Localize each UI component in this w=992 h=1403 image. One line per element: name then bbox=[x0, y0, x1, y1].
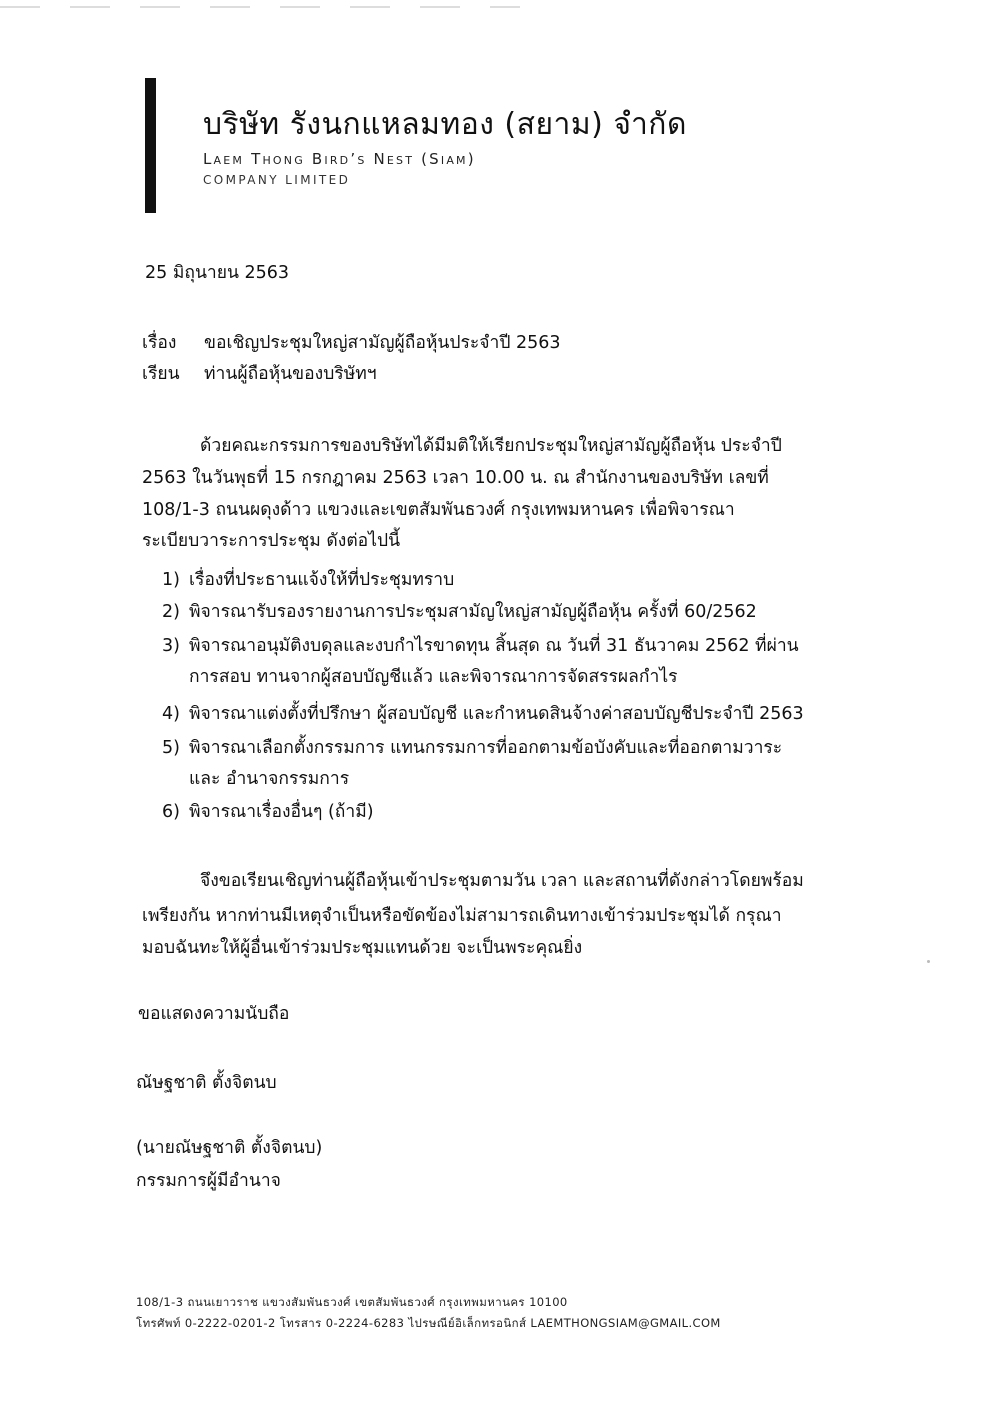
paragraph-line: 2563 ในวันพุธที่ 15 กรกฎาคม 2563 เวลา 10.00 น. ณ สำนักงานของบริษัท เลขที่ bbox=[142, 468, 769, 488]
paragraph-line: 108/1-3 ถนนผดุงด้าว แขวงและเขตสัมพันธวงศ์ กรุงเทพมหานคร เพื่อพิจารณา bbox=[142, 500, 735, 520]
signer-name: (นายณัษฐชาติ ตั้งจิตนบ) bbox=[136, 1138, 323, 1158]
agenda-item bbox=[150, 699, 804, 727]
agenda-text: พิจารณาแต่งตั้งที่ปรึกษา ผู้สอบบัญชี และกำหนดสินจ้างค่าสอบบัญชีประจำปี 2563 bbox=[189, 704, 804, 724]
agenda-item bbox=[150, 565, 454, 593]
footer-contact: โทรศัพท์ 0-2222-0201-2 โทรสาร 0-2224-6283 ไปรษณีย์อิเล็กทรอนิกส์ LAEMTHONGSIAM@GMAIL.COM bbox=[136, 1316, 721, 1330]
agenda-text: พิจารณาเรื่องอื่นๆ (ถ้ามี) bbox=[189, 802, 374, 822]
agenda-number: 3) bbox=[162, 636, 180, 656]
signer-title: กรรมการผู้มีอำนาจ bbox=[136, 1171, 281, 1191]
agenda-text-continued: และ อำนาจกรรมการ bbox=[189, 769, 350, 789]
company-name-english-suffix: COMPANY LIMITED bbox=[203, 173, 351, 187]
footer-address: 108/1-3 ถนนเยาวราช แขวงสัมพันธวงศ์ เขตสัมพันธวงศ์ กรุงเทพมหานคร 10100 bbox=[136, 1295, 568, 1309]
paragraph-line: ด้วยคณะกรรมการของบริษัทได้มีมติให้เรียกประชุมใหญ่สามัญผู้ถือหุ้น ประจำปี bbox=[200, 436, 782, 456]
scan-speck bbox=[927, 960, 930, 963]
agenda-item bbox=[150, 631, 799, 659]
agenda-number: 2) bbox=[162, 602, 180, 622]
regards-line: ขอแสดงความนับถือ bbox=[138, 1004, 290, 1024]
agenda-item bbox=[150, 733, 782, 761]
paragraph-line: มอบฉันทะให้ผู้อื่นเข้าร่วมประชุมแทนด้วย จะเป็นพระคุณยิ่ง bbox=[142, 938, 583, 958]
signature: ณัษฐชาติ ตั้งจิตนบ bbox=[136, 1073, 277, 1093]
company-name-thai: บริษัท รังนกแหลมทอง (สยาม) จำกัด bbox=[203, 107, 687, 142]
recipient-label: เรียน bbox=[142, 364, 180, 384]
letter-date: 25 มิถุนายน 2563 bbox=[145, 263, 290, 283]
agenda-text: พิจารณาเลือกตั้งกรรมการ แทนกรรมการที่ออกตามข้อบังคับและที่ออกตามวาระ bbox=[189, 738, 783, 758]
agenda-item bbox=[150, 597, 757, 625]
letterhead-bar bbox=[145, 78, 156, 213]
subject-label: เรื่อง bbox=[142, 333, 177, 353]
agenda-number: 4) bbox=[162, 704, 180, 724]
recipient-line bbox=[142, 359, 377, 387]
subject-text: ขอเชิญประชุมใหญ่สามัญผู้ถือหุ้นประจำปี 2563 bbox=[204, 333, 561, 353]
agenda-text: เรื่องที่ประธานแจ้งให้ที่ประชุมทราบ bbox=[189, 570, 455, 590]
paragraph-line: ระเบียบวาระการประชุม ดังต่อไปนี้ bbox=[142, 531, 401, 551]
agenda-text: พิจารณาอนุมัติงบดุลและงบกำไรขาดทุน สิ้นสุด ณ วันที่ 31 ธันวาคม 2562 ที่ผ่าน bbox=[189, 636, 799, 656]
agenda-number: 1) bbox=[162, 570, 180, 590]
agenda-item bbox=[150, 797, 374, 825]
agenda-number: 5) bbox=[162, 738, 180, 758]
paragraph-line: เพรียงกัน หากท่านมีเหตุจำเป็นหรือขัดข้องไม่สามารถเดินทางเข้าร่วมประชุมได้ กรุณา bbox=[142, 906, 782, 926]
agenda-text: พิจารณารับรองรายงานการประชุมสามัญใหญ่สามัญผู้ถือหุ้น ครั้งที่ 60/2562 bbox=[189, 602, 757, 622]
agenda-number: 6) bbox=[162, 802, 180, 822]
company-name-english: Laem Thong Bird’s Nest (Siam) bbox=[203, 150, 476, 168]
subject-line bbox=[142, 328, 561, 356]
scan-edge-artifact bbox=[0, 6, 520, 8]
recipient-text: ท่านผู้ถือหุ้นของบริษัทฯ bbox=[204, 364, 377, 384]
paragraph-line: จึงขอเรียนเชิญท่านผู้ถือหุ้นเข้าประชุมตามวัน เวลา และสถานที่ดังกล่าวโดยพร้อม bbox=[200, 871, 804, 891]
agenda-text-continued: การสอบ ทานจากผู้สอบบัญชีแล้ว และพิจารณาการจัดสรรผลกำไร bbox=[189, 667, 678, 687]
